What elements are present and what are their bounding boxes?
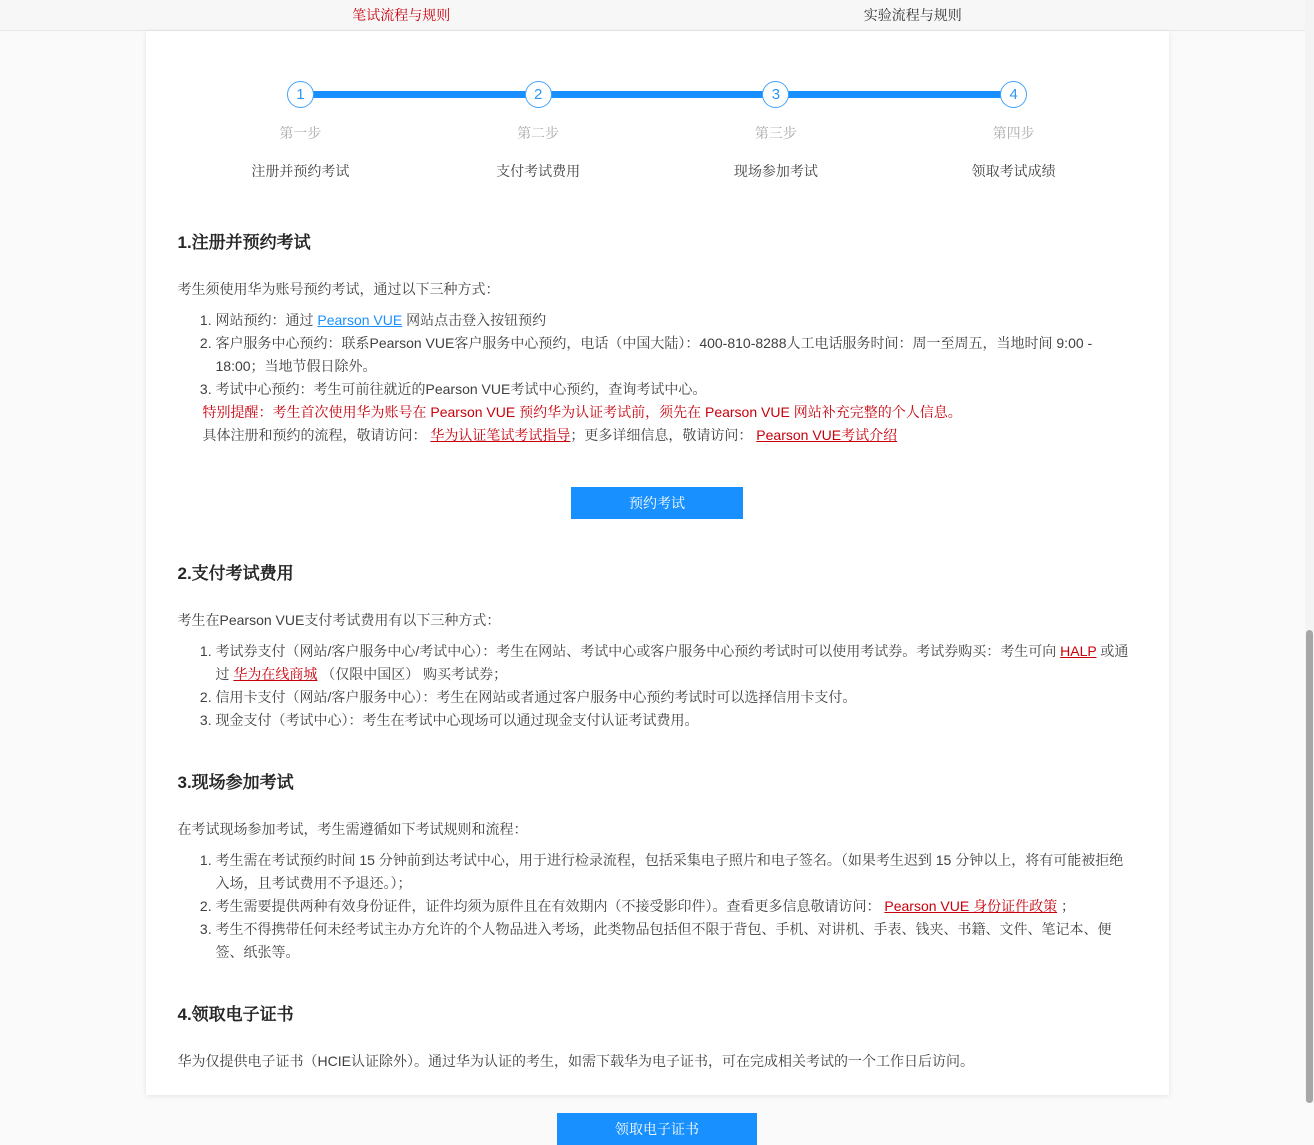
section-3-heading: 3.现场参加考试 — [177, 773, 294, 792]
registration-guide-note — [178, 424, 1137, 447]
text-segment: 信用卡支付（网站/客户服务中心）：考生在网站或者通过客户服务中心预约考试时可以选择信用卡支付。 — [215, 689, 857, 705]
step-2-circle: 2 — [525, 81, 552, 108]
text-segment: 客户服务中心预约：联系Pearson VUE客户服务中心预约，电话（中国大陆）：400-810-8288人工电话服务时间：周一至周五，当地时间 9:00 - 18:00；当地节假日除外。 — [215, 335, 1093, 374]
list-item — [216, 332, 1137, 378]
exam-process-stepper — [146, 31, 1169, 179]
text-segment: （仅限中国区） 购买考试券； — [317, 666, 508, 682]
text-segment: 具体注册和预约的流程，敬请访问： — [202, 427, 431, 443]
step-1 — [182, 81, 420, 181]
section-1-intro: 考生须使用华为账号预约考试，通过以下三种方式： — [177, 281, 500, 297]
section-2-heading: 2.支付考试费用 — [177, 564, 294, 583]
section-4-heading: 4.领取电子证书 — [177, 1005, 294, 1024]
step-1-title: 注册并预约考试 — [251, 163, 350, 179]
text-segment: 网站预约：通过 — [215, 312, 318, 328]
text-segment: ； — [1057, 898, 1075, 914]
section-3-list — [178, 849, 1137, 964]
list-item — [216, 849, 1137, 895]
text-segment: 考生不得携带任何未经考试主办方允许的个人物品进入考场，此类物品包括但不限于背包、手机、对讲机、手表、钱夹、书籍、文件、笔记本、便签、纸张等。 — [215, 921, 1112, 960]
step-4-label: 第四步 — [992, 125, 1035, 141]
scrollbar[interactable] — [1305, 0, 1314, 1103]
list-item — [216, 895, 1137, 918]
section-2-list — [178, 640, 1137, 732]
get-certificate-button[interactable]: 领取电子证书 — [557, 1113, 757, 1145]
content-card — [146, 31, 1169, 1137]
inline-link[interactable]: 华为在线商城 — [233, 666, 318, 682]
step-3-label: 第三步 — [754, 125, 797, 141]
text-segment: 考生需在考试预约时间 15 分钟前到达考试中心，用于进行检录流程，包括采集电子照片和电子签名。（如果考生迟到 15 分钟以上，将有可能被拒绝入场，且考试费用不予退还。）； — [215, 852, 1124, 891]
text-segment: 现金支付（考试中心）：考生在考试中心现场可以通过现金支付认证考试费用。 — [215, 712, 699, 728]
step-3-circle: 3 — [762, 81, 789, 108]
step-2-title: 支付考试费用 — [496, 163, 581, 179]
scrollbar-thumb[interactable] — [1306, 630, 1313, 1103]
section-2-intro: 考生在Pearson VUE支付考试费用有以下三种方式： — [177, 612, 501, 628]
step-2-label: 第二步 — [517, 125, 560, 141]
text-segment: 特别提醒：考生首次使用华为账号在 Pearson VUE 预约华为认证考试前，须先在 Pearson VUE 网站补充完整的个人信息。 — [202, 404, 962, 420]
list-item — [216, 309, 1137, 332]
list-item — [216, 378, 1137, 401]
list-item — [216, 918, 1137, 964]
text-segment: 或通过 — [215, 643, 1129, 682]
section-3-intro: 在考试现场参加考试，考生需遵循如下考试规则和流程： — [177, 821, 528, 837]
text-segment: 考生需要提供两种有效身份证件，证件均须为原件且在有效期内（不接受影印件）。查看更多信息敬请访问： — [215, 898, 885, 914]
section-1-heading: 1.注册并预约考试 — [177, 233, 311, 252]
inline-link[interactable]: 华为认证笔试考试指导 — [430, 427, 571, 443]
list-item — [216, 640, 1137, 686]
text-segment: 网站点击登入按钮预约 — [402, 312, 547, 328]
list-item — [216, 686, 1137, 709]
text-segment: ；更多详细信息，敬请访问： — [570, 427, 757, 443]
tab-written-exam-process[interactable]: 笔试流程与规则 — [352, 7, 451, 23]
step-3-title: 现场参加考试 — [733, 163, 818, 179]
text-segment: 考试券支付（网站/客户服务中心/考试中心）：考生在网站、考试中心或客户服务中心预约考试时可以使用考试券。考试券购买：考生可向 — [215, 643, 1061, 659]
step-4-circle: 4 — [1000, 81, 1027, 108]
section-1-list — [178, 309, 1137, 401]
text-segment: 考试中心预约：考生可前往就近的Pearson VUE考试中心预约，查询考试中心。 — [215, 381, 707, 397]
top-tab-bar — [0, 0, 1314, 31]
step-1-circle: 1 — [287, 81, 314, 108]
book-exam-button[interactable]: 预约考试 — [571, 487, 743, 519]
step-1-label: 第一步 — [279, 125, 322, 141]
inline-link[interactable]: Pearson VUE考试介绍 — [756, 427, 898, 443]
list-item — [216, 709, 1137, 732]
step-2 — [419, 81, 657, 181]
inline-link[interactable]: HALP — [1060, 643, 1097, 659]
step-4 — [895, 81, 1133, 181]
inline-link[interactable]: Pearson VUE — [317, 312, 403, 328]
step-4-title: 领取考试成绩 — [971, 163, 1056, 179]
section-4-intro: 华为仅提供电子证书（HCIE认证除外）。通过华为认证的考生，如需下载华为电子证书，可在完成相关考试的一个工作日后访问。 — [177, 1053, 974, 1069]
tab-lab-exam-process[interactable]: 实验流程与规则 — [863, 7, 962, 23]
inline-link[interactable]: Pearson VUE 身份证件政策 — [884, 898, 1058, 914]
special-reminder-note — [178, 401, 1137, 424]
step-3 — [657, 81, 895, 181]
